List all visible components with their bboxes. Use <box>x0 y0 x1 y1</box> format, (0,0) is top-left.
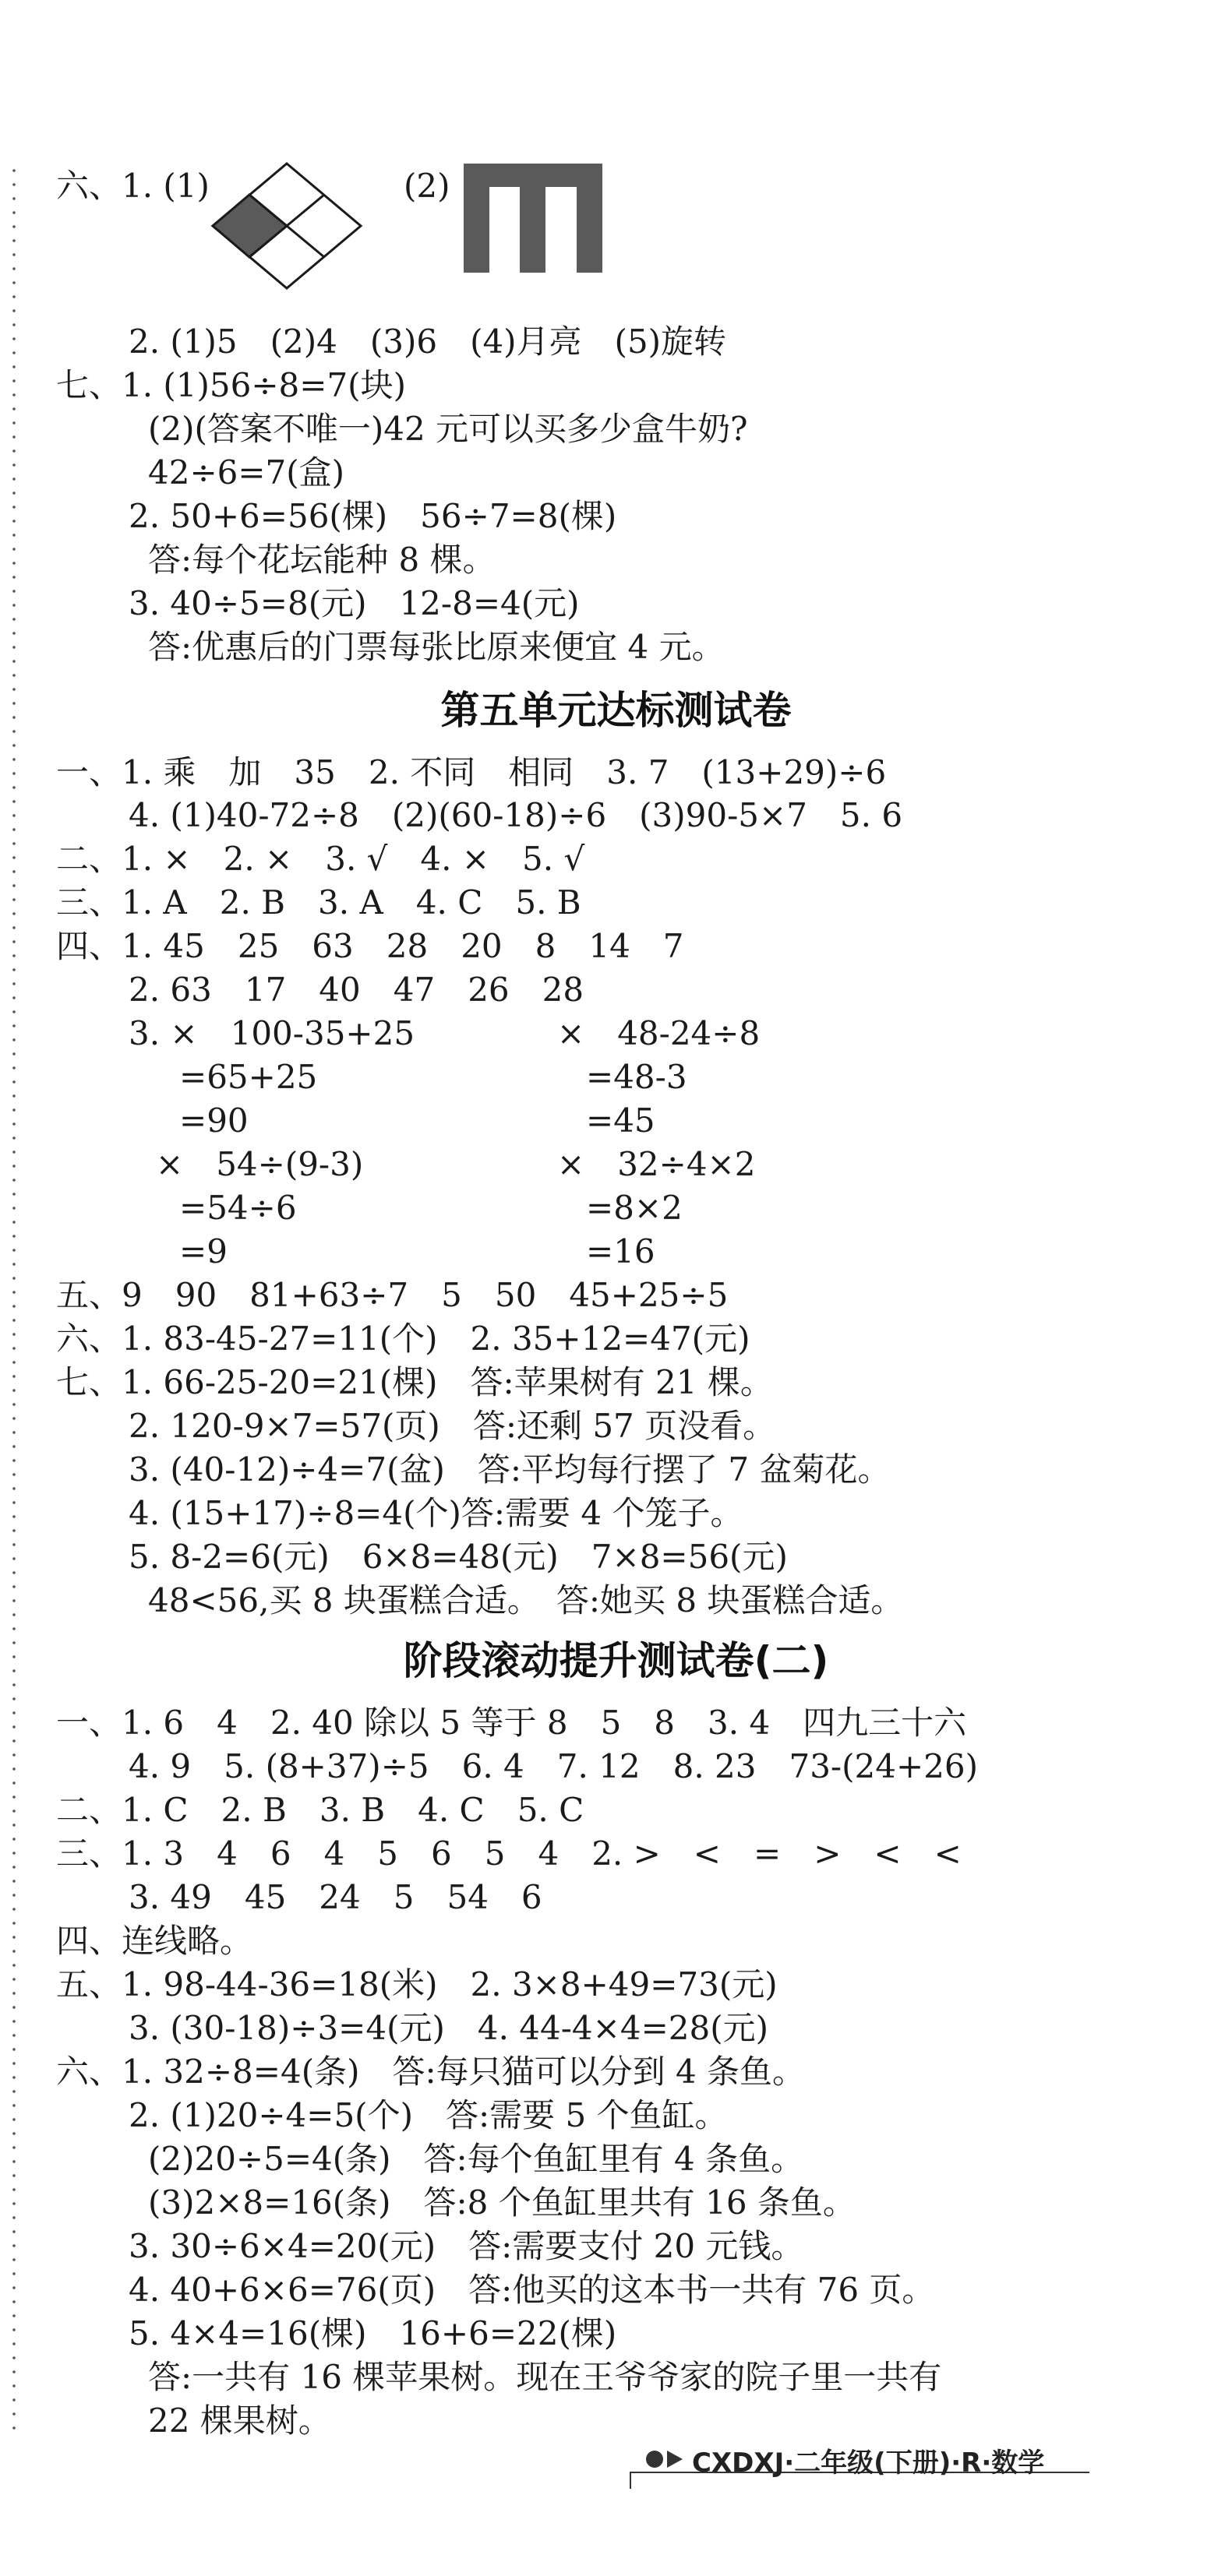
u5-5: 五、9 90 81+63÷7 5 50 45+25÷5 <box>56 1276 729 1314</box>
s2-1-1: 一、1. 6 4 2. 40 除以 5 等于 8 5 8 3. 4 四九三十六 <box>56 1704 967 1742</box>
s2-2: 二、1. C 2. B 3. B 4. C 5. C <box>56 1791 584 1829</box>
s2-6-5: 5. 4×4=16(棵) 16+6=22(棵) <box>129 2314 617 2352</box>
line-7-1-b: (2)(答案不唯一)42 元可以买多少盒牛奶? <box>148 410 748 448</box>
heading-unit5: 第五单元达标测试卷 <box>440 688 792 733</box>
shaded-quarter <box>213 195 287 257</box>
line-7-2: 2. 50+6=56(棵) 56÷7=8(棵) <box>129 497 617 535</box>
s2-6-4: 4. 40+6×6=76(页) 答:他买的这本书一共有 76 页。 <box>129 2271 935 2309</box>
u5-7-1: 七、1. 66-25-20=21(棵) 答:苹果树有 21 棵。 <box>56 1363 773 1401</box>
s2-4: 四、连线略。 <box>56 1922 253 1960</box>
m-shape-figure <box>464 164 604 280</box>
footer-label: CXDXJ·二年级(下册)·R·数学 <box>692 2447 1045 2479</box>
s2-3-1: 三、1. 3 4 6 4 5 6 5 4 2. > < = > < < <box>56 1834 962 1873</box>
s2-6-2-1: 2. (1)20÷4=5(个) 答:需要 5 个鱼缸。 <box>129 2096 728 2134</box>
line-7-3-answer: 答:优惠后的门票每张比原来便宜 4 元。 <box>148 628 725 666</box>
s2-5-1: 五、1. 98-44-36=18(米) 2. 3×8+49=73(元) <box>56 1965 778 2003</box>
u5-1-1: 一、1. 乘 加 35 2. 不同 相同 3. 7 (13+29)÷6 <box>56 753 887 791</box>
line-6-1-part2: (2) <box>404 167 450 205</box>
u5-4-3-left: 3. × 100-35+25 <box>129 1014 415 1052</box>
u5-7-3: 3. (40-12)÷4=7(盆) 答:平均每行摆了 7 盆菊花。 <box>129 1450 891 1489</box>
u5-7-2: 2. 120-9×7=57(页) 答:还剩 57 页没看。 <box>129 1407 776 1445</box>
s2-6-1: 六、1. 32÷8=4(条) 答:每只猫可以分到 4 条鱼。 <box>56 2053 806 2091</box>
s2-6-5-answer: 答:一共有 16 棵苹果树。现在王爷爷家的院子里一共有 <box>148 2358 942 2396</box>
rotated-square-figure <box>209 160 365 292</box>
u5-4-1: 四、1. 45 25 63 28 20 8 14 7 <box>56 927 684 965</box>
u5-4-2: 2. 63 17 40 47 26 28 <box>129 971 584 1009</box>
heading-stage2: 阶段滚动提升测试卷(二) <box>403 1638 829 1683</box>
s2-1-4: 4. 9 5. (8+37)÷5 6. 4 7. 12 8. 23 73-(24+26) <box>129 1747 978 1785</box>
u5-calc-c0: × 54÷(9-3) <box>156 1145 364 1183</box>
binding-edge-dots <box>11 164 17 2438</box>
s2-6-2-3: (3)2×8=16(条) 答:8 个鱼缸里共有 16 条鱼。 <box>148 2183 856 2222</box>
s2-6-5-answer-cont: 22 棵果树。 <box>148 2402 331 2440</box>
u5-calc-b1: =48-3 <box>586 1058 687 1096</box>
line-7-3: 3. 40÷5=8(元) 12-8=4(元) <box>129 584 580 622</box>
line-6-2: 2. (1)5 (2)4 (3)6 (4)月亮 (5)旋转 <box>129 322 727 361</box>
line-7-2-answer: 答:每个花坛能种 8 棵。 <box>148 541 496 579</box>
u5-calc-a2: =90 <box>179 1101 249 1140</box>
u5-7-5: 5. 8-2=6(元) 6×8=48(元) 7×8=56(元) <box>129 1538 788 1576</box>
u5-7-5-answer: 48<56,买 8 块蛋糕合适。 答:她买 8 块蛋糕合适。 <box>148 1581 904 1619</box>
s2-3-3: 3. 49 45 24 5 54 6 <box>129 1878 542 1916</box>
u5-calc-b2: =45 <box>586 1101 655 1140</box>
s2-6-3: 3. 30÷6×4=20(元) 答:需要支付 20 元钱。 <box>129 2227 804 2265</box>
u5-calc-c1: =54÷6 <box>179 1189 297 1227</box>
s2-5-3: 3. (30-18)÷3=4(元) 4. 44-4×4=28(元) <box>129 2009 768 2047</box>
u5-2: 二、1. × 2. × 3. √ 4. × 5. √ <box>56 840 585 878</box>
u5-4-3-right: × 48-24÷8 <box>557 1014 761 1052</box>
u5-calc-c2: =9 <box>179 1232 228 1270</box>
line-7-1: 七、1. (1)56÷8=7(块) <box>56 366 406 404</box>
line-6-1: 六、1. (1) <box>56 167 210 205</box>
s2-6-2-2: (2)20÷5=4(条) 答:每个鱼缸里有 4 条鱼。 <box>148 2140 804 2178</box>
u5-6: 六、1. 83-45-27=11(个) 2. 35+12=47(元) <box>56 1320 750 1358</box>
u5-7-4: 4. (15+17)÷8=4(个)答:需要 4 个笼子。 <box>129 1494 743 1532</box>
u5-calc-d1: =8×2 <box>586 1189 683 1227</box>
arrow-icon <box>644 2447 687 2471</box>
u5-calc-a1: =65+25 <box>179 1058 318 1096</box>
line-7-1-c: 42÷6=7(盒) <box>148 453 345 492</box>
u5-calc-d0: × 32÷4×2 <box>557 1145 756 1183</box>
u5-calc-d2: =16 <box>586 1232 655 1270</box>
footer-rule-tick <box>630 2472 631 2489</box>
u5-3: 三、1. A 2. B 3. A 4. C 5. B <box>56 883 581 922</box>
u5-1-4: 4. (1)40-72÷8 (2)(60-18)÷6 (3)90-5×7 5. 6 <box>129 796 903 834</box>
